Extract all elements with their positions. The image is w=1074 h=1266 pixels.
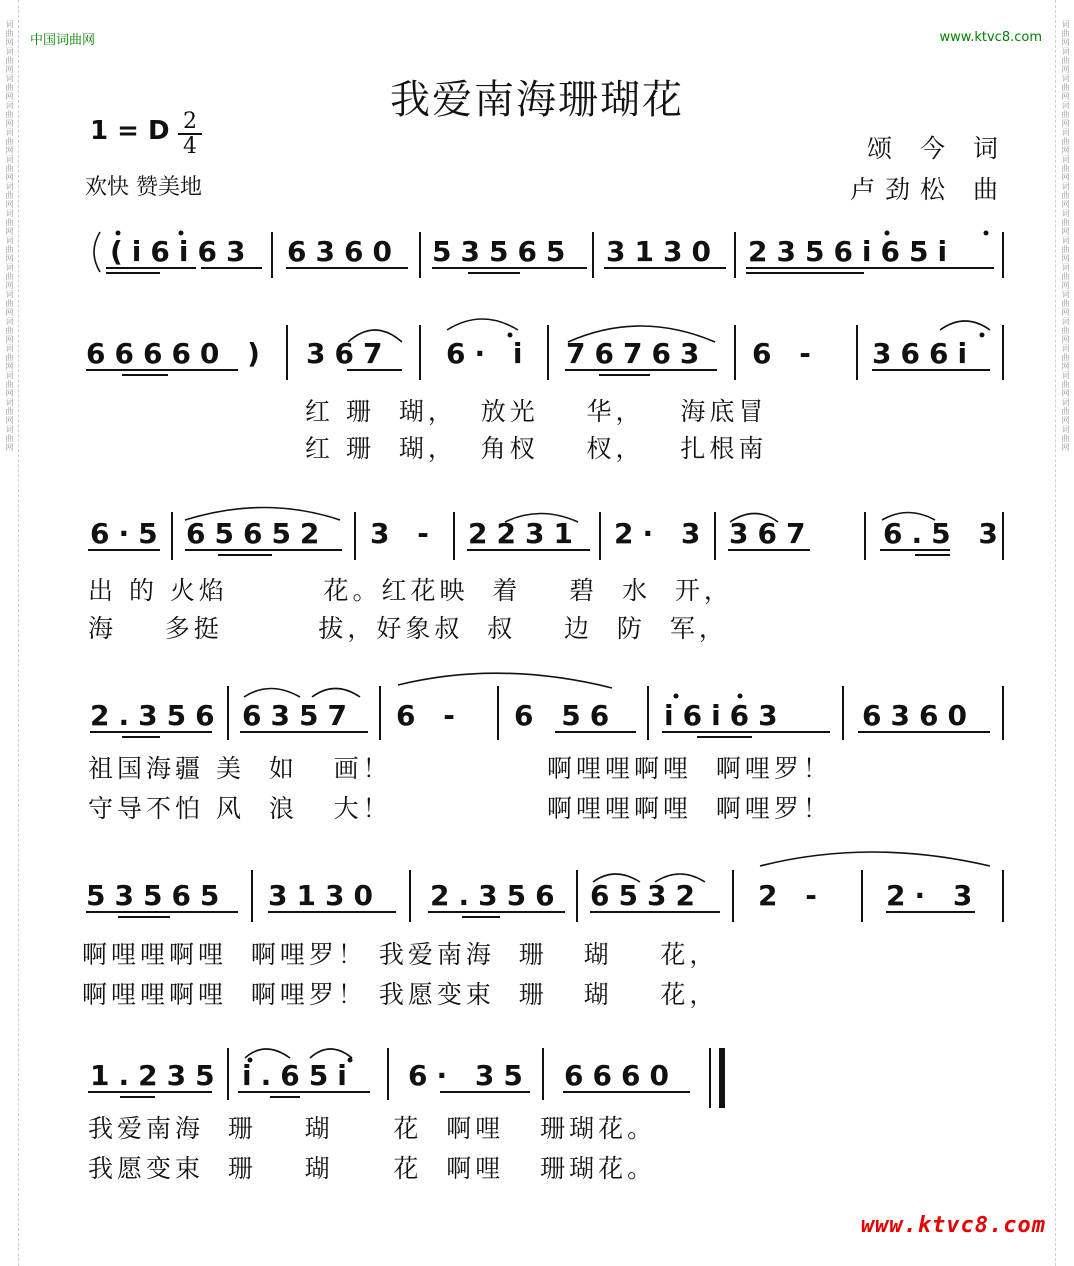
lyric-line-2: 我愿变束 珊 瑚 花 啊哩 珊瑚花。 bbox=[88, 1154, 657, 1183]
measure: 2· 3 bbox=[614, 517, 710, 550]
measure: 2.356 bbox=[430, 879, 564, 912]
measure: 2 - bbox=[758, 879, 826, 912]
measure: 3130 bbox=[606, 235, 720, 268]
measure: 6 - bbox=[396, 699, 464, 732]
measure: 367 bbox=[729, 517, 815, 550]
watermark-text: 词曲网词曲网词曲网词曲网词曲网词曲网词曲网词曲网词曲网词曲网词曲网词曲网词曲网词曲网词曲网词曲网 bbox=[5, 20, 14, 452]
measure: 3130 bbox=[268, 879, 382, 912]
measure: 53565 bbox=[432, 235, 575, 268]
site-logo[interactable]: www.ktvc8.com bbox=[860, 1213, 1046, 1238]
measure: 6· 35 bbox=[408, 1059, 532, 1092]
measure: i.65i bbox=[242, 1059, 356, 1092]
key-signature: 1 = D bbox=[90, 116, 170, 146]
measure: 66660 ) bbox=[86, 337, 269, 370]
measure: 65652 bbox=[186, 517, 329, 550]
lyric-line-1: 红 珊 瑚， 放光 华， 海底冒 bbox=[305, 397, 768, 426]
measure: (i6i63 bbox=[110, 235, 255, 268]
measure: 3 - bbox=[370, 517, 438, 550]
measure: 367 bbox=[306, 337, 392, 370]
measure: 6357 bbox=[242, 699, 356, 732]
lyric-line-1: 我爱南海 珊 瑚 花 啊哩 珊瑚花。 bbox=[88, 1114, 657, 1143]
measure: 366i bbox=[872, 337, 977, 370]
measure: 53565 bbox=[86, 879, 229, 912]
tempo-marking: 欢快 赞美地 bbox=[85, 175, 202, 200]
measure: 6.5 3 bbox=[883, 517, 1007, 550]
measure: 6 - bbox=[752, 337, 820, 370]
lyric-line-1: 出 的 火焰 花。红花映 着 碧 水 开， bbox=[88, 576, 733, 605]
lyric-line-2: 海 多挺 拔，好象叔 叔 边 防 军， bbox=[88, 614, 728, 643]
time-top: 2 bbox=[183, 109, 197, 134]
measure: i6i63 bbox=[664, 699, 787, 732]
measure: 2356i65i bbox=[748, 235, 957, 268]
site-name-link[interactable]: 中国词曲网 bbox=[30, 33, 96, 48]
lyric-line-2: 守导不怕 风 浪 大！ 啊哩哩啊哩 啊哩罗！ bbox=[88, 794, 832, 823]
measure: 6·5 bbox=[90, 517, 167, 550]
lyric-line-2: 啊哩哩啊哩 啊哩罗！ 我愿变束 珊 瑚 花， bbox=[82, 980, 719, 1009]
watermark-text: 词曲网词曲网词曲网词曲网词曲网词曲网词曲网词曲网词曲网词曲网词曲网词曲网词曲网词曲网词曲网词曲网 bbox=[1061, 20, 1070, 452]
song-title: 我爱南海珊瑚花 bbox=[390, 77, 684, 123]
measure: 2· 3 bbox=[886, 879, 982, 912]
time-bottom: 4 bbox=[183, 134, 197, 159]
measure: 6360 bbox=[862, 699, 976, 732]
measure: 6660 bbox=[564, 1059, 678, 1092]
measure: 6532 bbox=[590, 879, 704, 912]
measure: 6 56 bbox=[514, 699, 619, 732]
lyricist-credit: 颂 今 词 bbox=[867, 134, 1008, 163]
measure: 6· i bbox=[446, 337, 532, 370]
measure: 76763 bbox=[566, 337, 709, 370]
measure: 2231 bbox=[468, 517, 582, 550]
measure: 1.235 bbox=[90, 1059, 224, 1092]
site-url-link[interactable]: www.ktvc8.com bbox=[939, 30, 1042, 45]
composer-credit: 卢劲松 曲 bbox=[850, 175, 1008, 204]
lyric-line-2: 红 珊 瑚， 角杈 杈， 扎根南 bbox=[305, 434, 768, 463]
measure: 6360 bbox=[287, 235, 401, 268]
measure: 2.356 bbox=[90, 699, 224, 732]
lyric-line-1: 祖国海疆 美 如 画！ 啊哩哩啊哩 啊哩罗！ bbox=[88, 754, 832, 783]
lyric-line-1: 啊哩哩啊哩 啊哩罗！ 我爱南海 珊 瑚 花， bbox=[82, 940, 719, 969]
